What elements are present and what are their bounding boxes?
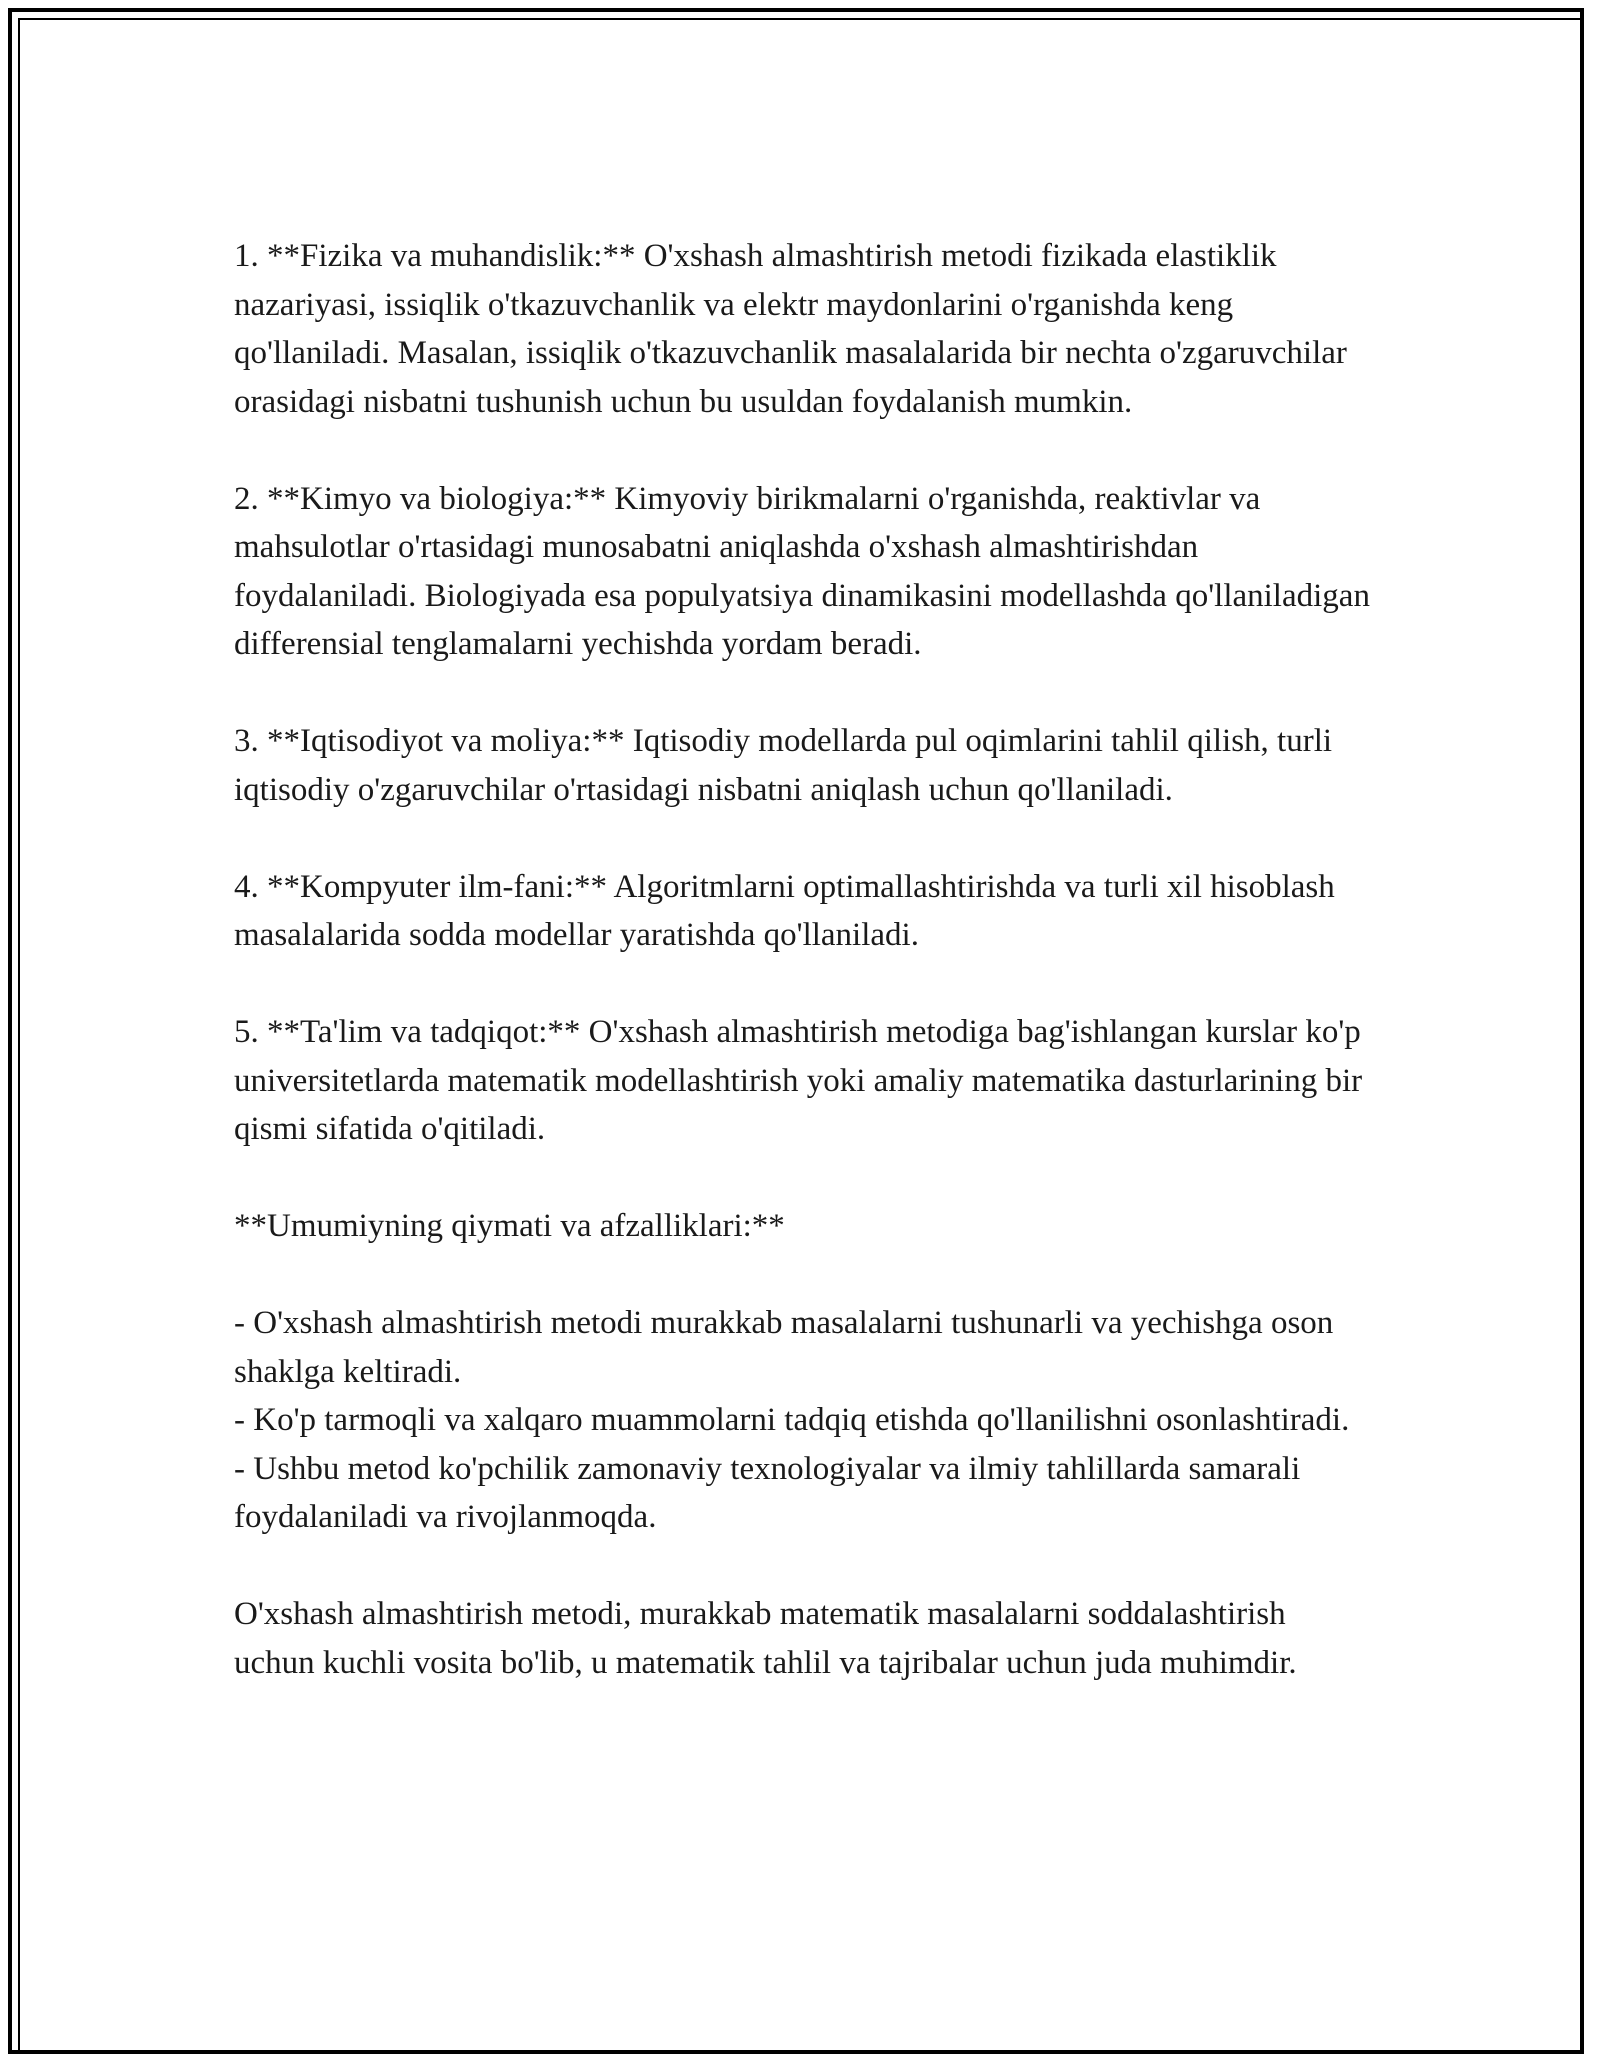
list-item-computer-science: 4. **Kompyuter ilm-fani:** Algoritmlarni optimallashtirishda va turli xil hisoblash masalalarida sodda modellar yaratishda qo'llaniladi. xyxy=(234,868,1335,953)
list-item-physics: 1. **Fizika va muhandislik:** O'xshash almashtirish metodi fizikada elastiklik nazariyasi, issiqlik o'tkazuvchanlik va elektr maydonlarini o'rganishda keng qo'llaniladi. Masalan, issiqlik o'tkazuvchanlik masalalarida bir nechta o'zgaruvchilar orasidagi nisbatni tushunish uchun bu usuldan foydalanish mumkin. xyxy=(234,238,1347,420)
document-body xyxy=(234,232,1374,1736)
bullet-item: - Ushbu metod ko'pchilik zamonaviy texnologiyalar va ilmiy tahlillarda samarali foydalaniladi va rivojlanmoqda. xyxy=(234,1450,1301,1535)
conclusion-paragraph: O'xshash almashtirish metodi, murakkab matematik masalalarni soddalashtirish uchun kuchli vosita bo'lib, u matematik tahlil va tajribalar uchun juda muhimdir. xyxy=(234,1596,1297,1681)
advantages-list xyxy=(234,1299,1374,1542)
section-heading: **Umumiyning qiymati va afzalliklari:** xyxy=(234,1208,785,1244)
list-item-chemistry-biology: 2. **Kimyo va biologiya:** Kimyoviy birikmalarni o'rganishda, reaktivlar va mahsulotlar o'rtasidagi munosabatni aniqlashda o'xshash almashtirishdan foydalaniladi. Biologiyada esa populyatsiya dinamikasini modellashda qo'llaniladigan differensial tenglamalarni yechishda yordam beradi. xyxy=(234,480,1370,662)
list-item-education: 5. **Ta'lim va tadqiqot:** O'xshash almashtirish metodiga bag'ishlangan kurslar ko'p universitetlarda matematik modellashtirish yoki amaliy matematika dasturlarining bir qismi sifatida o'qitiladi. xyxy=(234,1014,1363,1147)
bullet-item: - Ko'p tarmoqli va xalqaro muammolarni tadqiq etishda qo'llanilishni osonlashtiradi. xyxy=(234,1402,1350,1438)
bullet-item: - O'xshash almashtirish metodi murakkab masalalarni tushunarli va yechishga oson shaklga keltiradi. xyxy=(234,1305,1334,1390)
list-item-economics: 3. **Iqtisodiyot va moliya:** Iqtisodiy modellarda pul oqimlarini tahlil qilish, turli iqtisodiy o'zgaruvchilar o'rtasidagi nisbatni aniqlash uchun qo'llaniladi. xyxy=(234,723,1333,808)
